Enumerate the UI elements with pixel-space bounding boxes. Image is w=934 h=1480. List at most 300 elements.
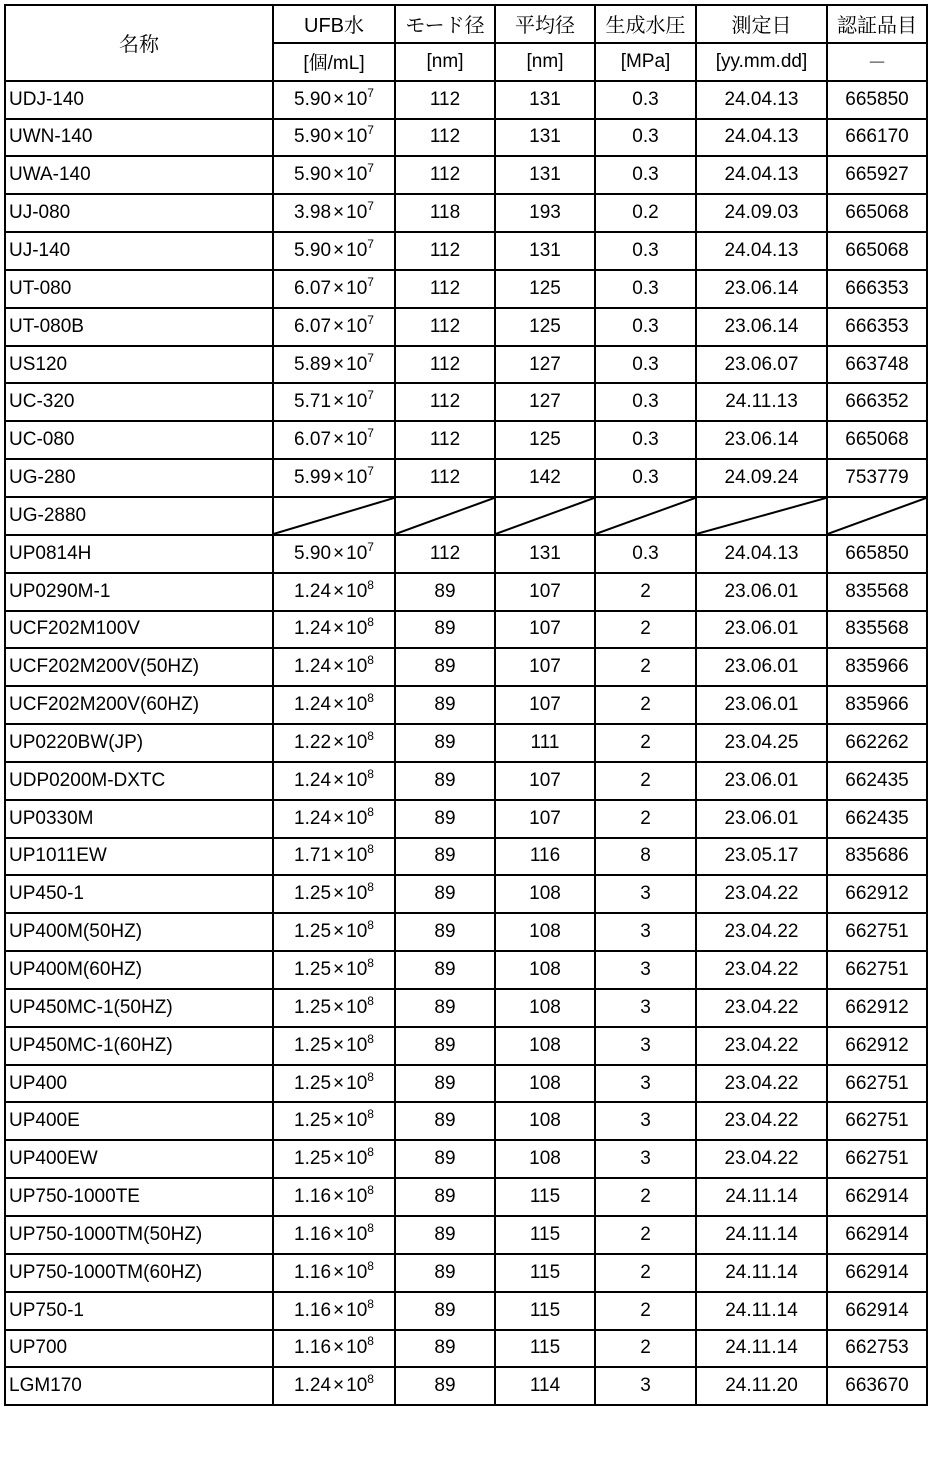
ufb-exponent: 7 [367,199,374,214]
cell-mode: 112 [395,383,495,421]
unit-mean: [nm] [495,43,595,81]
ufb-base: 10 [346,164,368,186]
ufb-mantissa: 1.25 [294,921,332,943]
cell-date: 24.11.20 [696,1367,827,1405]
cell-mean: 108 [495,1102,595,1140]
cell-date: 23.04.22 [696,1140,827,1178]
cell-ufb [273,762,395,800]
times-symbol: × [333,731,345,753]
cell-name: UP450-1 [5,875,273,913]
cell-pressure: 2 [595,724,696,762]
cell-date: 24.04.13 [696,156,827,194]
times-symbol: × [333,959,345,981]
times-symbol: × [333,883,345,905]
cell-mean: 107 [495,686,595,724]
cell-name: UWA-140 [5,156,273,194]
cell-cert: 835966 [827,686,927,724]
ufb-base: 10 [346,239,368,261]
cell-date: 23.04.22 [696,951,827,989]
cell-ufb [273,838,395,876]
cell-ufb [273,421,395,459]
cell-cert: 662914 [827,1254,927,1292]
cell-ufb [273,81,395,119]
times-symbol: × [333,996,345,1018]
cell-ufb [273,119,395,157]
ufb-exponent: 8 [367,993,374,1008]
cell-date: 23.06.01 [696,648,827,686]
times-symbol: × [333,429,345,451]
times-symbol: × [333,126,345,148]
cell-mode: 89 [395,1065,495,1103]
table-row [5,194,927,232]
cell-date: 23.06.07 [696,346,827,384]
empty-slash-cell [595,497,696,535]
ufb-base: 10 [346,391,368,413]
ufb-mantissa: 6.07 [294,277,332,299]
cell-cert: 835568 [827,573,927,611]
cell-name: UP750-1000TM(60HZ) [5,1254,273,1292]
empty-slash-cell [273,497,395,535]
cell-cert: 665068 [827,421,927,459]
cell-ufb [273,1254,395,1292]
cell-cert: 662262 [827,724,927,762]
cell-pressure: 3 [595,1367,696,1405]
times-symbol: × [333,1223,345,1245]
ufb-mantissa: 1.24 [294,580,332,602]
table-row [5,762,927,800]
ufb-exponent: 7 [367,539,374,554]
header-mode: モード径 [395,5,495,43]
cell-mode: 89 [395,611,495,649]
cell-name: UP400 [5,1065,273,1103]
times-symbol: × [333,88,345,110]
cell-name: UP0330M [5,800,273,838]
cell-date: 23.04.22 [696,875,827,913]
cell-ufb [273,913,395,951]
cell-cert: 662753 [827,1330,927,1368]
table-row [5,838,927,876]
cell-mean: 108 [495,951,595,989]
ufb-base: 10 [346,656,368,678]
ufb-mantissa: 1.71 [294,845,332,867]
cell-date: 23.06.01 [696,611,827,649]
times-symbol: × [333,391,345,413]
ufb-mantissa: 5.90 [294,88,332,110]
cell-name: UP0814H [5,535,273,573]
cell-name: UP1011EW [5,838,273,876]
cell-ufb [273,459,395,497]
table-row [5,913,927,951]
ufb-mantissa: 1.22 [294,731,332,753]
cell-mean: 108 [495,989,595,1027]
cell-pressure: 2 [595,762,696,800]
cell-mode: 89 [395,686,495,724]
times-symbol: × [333,845,345,867]
cell-mode: 112 [395,535,495,573]
ufb-mantissa: 1.24 [294,769,332,791]
cell-mean: 116 [495,838,595,876]
cell-mean: 108 [495,875,595,913]
cell-date: 24.04.13 [696,119,827,157]
unit-pressure: [MPa] [595,43,696,81]
header-mean: 平均径 [495,5,595,43]
ufb-exponent: 8 [367,728,374,743]
times-symbol: × [333,807,345,829]
cell-mean: 107 [495,762,595,800]
cell-mean: 142 [495,459,595,497]
cell-cert: 666352 [827,383,927,421]
unit-mode: [nm] [395,43,495,81]
cell-name: UP750-1000TM(50HZ) [5,1216,273,1254]
unit-cert: － [827,43,927,81]
ufb-base: 10 [346,126,368,148]
times-symbol: × [333,467,345,489]
diagonal-slash-icon [396,498,494,534]
table-row [5,724,927,762]
ufb-mantissa: 5.90 [294,542,332,564]
cell-cert: 665927 [827,156,927,194]
ufb-mantissa: 6.07 [294,429,332,451]
ufb-mantissa: 1.25 [294,1034,332,1056]
ufb-exponent: 8 [367,1145,374,1160]
ufb-mantissa: 5.90 [294,164,332,186]
cell-cert: 663748 [827,346,927,384]
ufb-exponent: 7 [367,236,374,251]
cell-date: 23.06.14 [696,308,827,346]
cell-ufb [273,648,395,686]
table-row [5,1065,927,1103]
cell-cert: 662912 [827,989,927,1027]
cell-name: UDJ-140 [5,81,273,119]
ufb-mantissa: 1.25 [294,1148,332,1170]
cell-date: 24.11.14 [696,1330,827,1368]
cell-name: UJ-140 [5,232,273,270]
cell-mode: 89 [395,1216,495,1254]
cell-mode: 118 [395,194,495,232]
ufb-base: 10 [346,845,368,867]
cell-date: 24.11.14 [696,1254,827,1292]
ufb-mantissa: 5.90 [294,239,332,261]
diagonal-slash-icon [496,498,594,534]
header-ufb: UFB水 [273,5,395,43]
table-row [5,232,927,270]
cell-mean: 108 [495,1065,595,1103]
cell-name: UP700 [5,1330,273,1368]
cell-name: UP400EW [5,1140,273,1178]
cell-mean: 107 [495,800,595,838]
times-symbol: × [333,1375,345,1397]
ufb-exponent: 8 [367,653,374,668]
table-header [5,5,927,81]
cell-mode: 112 [395,421,495,459]
cell-ufb [273,686,395,724]
ufb-exponent: 7 [367,426,374,441]
header-row [5,5,927,43]
cell-mode: 112 [395,346,495,384]
table-row [5,800,927,838]
cell-name: UP0290M-1 [5,573,273,611]
cell-mean: 131 [495,232,595,270]
cell-pressure: 2 [595,1216,696,1254]
table-row [5,308,927,346]
times-symbol: × [333,580,345,602]
cell-ufb [273,308,395,346]
cell-mean: 115 [495,1254,595,1292]
cell-pressure: 0.2 [595,194,696,232]
cell-mode: 112 [395,308,495,346]
ufb-mantissa: 1.24 [294,618,332,640]
cell-ufb [273,800,395,838]
ufb-exponent: 8 [367,1183,374,1198]
cell-mean: 131 [495,156,595,194]
table-row [5,573,927,611]
table-row [5,989,927,1027]
ufb-exponent: 7 [367,350,374,365]
ufb-exponent: 8 [367,615,374,630]
cell-mode: 89 [395,573,495,611]
cell-name: UT-080B [5,308,273,346]
cell-mode: 89 [395,648,495,686]
cell-cert: 662751 [827,1065,927,1103]
cell-name: US120 [5,346,273,384]
ufb-exponent: 8 [367,1372,374,1387]
cell-pressure: 2 [595,1178,696,1216]
cell-date: 24.11.14 [696,1216,827,1254]
cell-pressure: 0.3 [595,232,696,270]
ufb-exponent: 7 [367,464,374,479]
table-row [5,648,927,686]
ufb-exponent: 8 [367,1031,374,1046]
cell-date: 23.04.22 [696,989,827,1027]
cell-mean: 115 [495,1216,595,1254]
cell-cert: 662912 [827,1027,927,1065]
cell-mode: 89 [395,1027,495,1065]
empty-slash-cell [696,497,827,535]
unit-ufb: [個/mL] [273,43,395,81]
ufb-exponent: 8 [367,1334,374,1349]
ufb-mantissa: 1.16 [294,1299,332,1321]
cell-mode: 112 [395,459,495,497]
times-symbol: × [333,1034,345,1056]
cell-mode: 89 [395,1178,495,1216]
cell-mode: 112 [395,270,495,308]
cell-mode: 89 [395,1140,495,1178]
times-symbol: × [333,1337,345,1359]
table-row [5,951,927,989]
cell-name: UDP0200M-DXTC [5,762,273,800]
ufb-base: 10 [346,542,368,564]
cell-date: 24.11.14 [696,1178,827,1216]
cell-mean: 115 [495,1178,595,1216]
table-row [5,81,927,119]
table-row [5,1027,927,1065]
table-row [5,1216,927,1254]
cell-mode: 89 [395,1102,495,1140]
ufb-mantissa: 3.98 [294,202,332,224]
diagonal-slash-icon [828,498,926,534]
cell-mean: 115 [495,1292,595,1330]
ufb-base: 10 [346,1186,368,1208]
header-date: 測定日 [696,5,827,43]
ufb-mantissa: 5.71 [294,391,332,413]
ufb-base: 10 [346,88,368,110]
ufb-exponent: 7 [367,312,374,327]
cell-pressure: 0.3 [595,119,696,157]
cell-date: 24.11.13 [696,383,827,421]
empty-slash-cell [495,497,595,535]
ufb-base: 10 [346,1223,368,1245]
ufb-exponent: 8 [367,1220,374,1235]
cell-mode: 89 [395,838,495,876]
cell-mean: 193 [495,194,595,232]
cell-pressure: 3 [595,913,696,951]
cell-ufb [273,611,395,649]
times-symbol: × [333,769,345,791]
cell-pressure: 3 [595,1027,696,1065]
times-symbol: × [333,1186,345,1208]
cell-name: UP400E [5,1102,273,1140]
cell-pressure: 2 [595,1330,696,1368]
cell-mode: 89 [395,1330,495,1368]
table-row [5,686,927,724]
cell-name: UCF202M100V [5,611,273,649]
cell-pressure: 3 [595,1102,696,1140]
cell-mean: 107 [495,611,595,649]
times-symbol: × [333,315,345,337]
table-row [5,1367,927,1405]
cell-cert: 662435 [827,800,927,838]
cell-ufb [273,156,395,194]
ufb-mantissa: 1.16 [294,1223,332,1245]
ufb-mantissa: 1.16 [294,1337,332,1359]
table-row [5,1292,927,1330]
times-symbol: × [333,618,345,640]
ufb-exponent: 7 [367,85,374,100]
cell-pressure: 3 [595,1065,696,1103]
cell-mean: 125 [495,421,595,459]
cell-name: UCF202M200V(50HZ) [5,648,273,686]
cell-mode: 89 [395,1292,495,1330]
cell-cert: 666353 [827,270,927,308]
ufb-mantissa: 5.99 [294,467,332,489]
cell-mode: 89 [395,800,495,838]
table-row [5,875,927,913]
table-body [5,81,927,1406]
ufb-exponent: 7 [367,388,374,403]
ufb-base: 10 [346,1299,368,1321]
cell-name: UC-080 [5,421,273,459]
cell-mean: 107 [495,573,595,611]
times-symbol: × [333,1072,345,1094]
cell-cert: 835686 [827,838,927,876]
table-row [5,1102,927,1140]
ufb-mantissa: 1.24 [294,656,332,678]
ufb-mantissa: 1.16 [294,1186,332,1208]
cell-mode: 89 [395,724,495,762]
cell-name: UP750-1 [5,1292,273,1330]
cell-pressure: 2 [595,1254,696,1292]
cell-date: 23.06.14 [696,270,827,308]
cell-mode: 89 [395,951,495,989]
cell-mean: 111 [495,724,595,762]
ufb-base: 10 [346,1337,368,1359]
empty-slash-cell [827,497,927,535]
cell-date: 24.04.13 [696,232,827,270]
times-symbol: × [333,164,345,186]
cell-mean: 131 [495,81,595,119]
table-row [5,611,927,649]
ufb-mantissa: 6.07 [294,315,332,337]
ufb-mantissa: 1.25 [294,1072,332,1094]
cell-cert: 665068 [827,194,927,232]
cell-pressure: 0.3 [595,383,696,421]
times-symbol: × [333,239,345,261]
times-symbol: × [333,1261,345,1283]
ufb-base: 10 [346,807,368,829]
cell-date: 23.06.01 [696,686,827,724]
cell-ufb [273,270,395,308]
cell-date: 23.04.22 [696,1102,827,1140]
ufb-base: 10 [346,467,368,489]
cell-pressure: 3 [595,1140,696,1178]
ufb-exponent: 7 [367,123,374,138]
times-symbol: × [333,1110,345,1132]
ufb-base: 10 [346,277,368,299]
cell-pressure: 0.3 [595,535,696,573]
ufb-base: 10 [346,1261,368,1283]
cell-pressure: 2 [595,1292,696,1330]
cell-pressure: 3 [595,951,696,989]
diagonal-slash-icon [274,498,394,534]
cell-cert: 665068 [827,232,927,270]
cell-mean: 125 [495,308,595,346]
cell-name: LGM170 [5,1367,273,1405]
cell-ufb [273,1292,395,1330]
cell-mode: 89 [395,1367,495,1405]
empty-slash-cell [395,497,495,535]
ufb-mantissa: 5.89 [294,353,332,375]
cell-ufb [273,1178,395,1216]
cell-pressure: 0.3 [595,156,696,194]
cell-ufb [273,1027,395,1065]
cell-mean: 131 [495,535,595,573]
cell-pressure: 0.3 [595,421,696,459]
unit-date: [yy.mm.dd] [696,43,827,81]
cell-cert: 835966 [827,648,927,686]
cell-mode: 112 [395,119,495,157]
cell-cert: 665850 [827,535,927,573]
cell-ufb [273,951,395,989]
cell-cert: 663670 [827,1367,927,1405]
cell-cert: 662914 [827,1216,927,1254]
ufb-exponent: 8 [367,577,374,592]
cell-mean: 108 [495,913,595,951]
cell-ufb [273,1367,395,1405]
cell-ufb [273,232,395,270]
cell-name: UP400M(50HZ) [5,913,273,951]
table-row [5,459,927,497]
times-symbol: × [333,1299,345,1321]
cell-name: UG-2880 [5,497,273,535]
table-row [5,1254,927,1292]
cell-mean: 125 [495,270,595,308]
cell-name: UP400M(60HZ) [5,951,273,989]
ufb-base: 10 [346,1110,368,1132]
ufb-base: 10 [346,1034,368,1056]
cell-date: 24.09.03 [696,194,827,232]
ufb-exponent: 7 [367,274,374,289]
cell-name: UP750-1000TE [5,1178,273,1216]
